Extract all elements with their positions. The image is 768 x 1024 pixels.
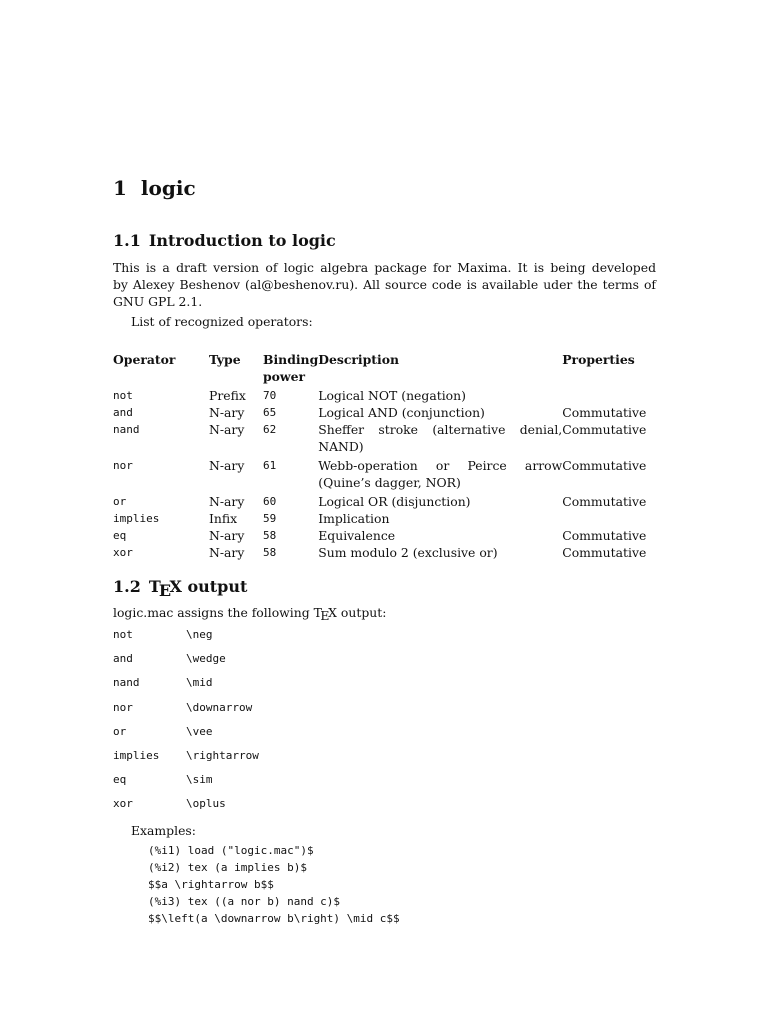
table-row [113, 404, 656, 421]
cell-binding-power: 59 [263, 512, 277, 525]
tex-command: \rightarrow [186, 748, 259, 762]
cell-binding-power: 58 [263, 546, 277, 559]
tex-logo-e: E [158, 580, 172, 600]
table-row [113, 421, 656, 457]
tex-operator: xor [113, 797, 133, 811]
tex-command: \oplus [186, 797, 226, 811]
table-row [113, 387, 656, 404]
cell-properties: Commutative [562, 494, 647, 509]
cell-description: Sum modulo 2 (exclusive or) [318, 545, 498, 560]
cell-type: N-ary [209, 545, 245, 560]
cell-operator: xor [113, 546, 133, 559]
cell-binding-power: 62 [263, 423, 277, 436]
tex-intro-pre: logic.mac assigns the following T [113, 605, 322, 620]
code-line: $$\left(a \downarrow b\right) \mid c$$ [148, 912, 400, 925]
cell-binding-power: 61 [263, 459, 277, 472]
subsection-heading-intro [113, 231, 336, 250]
cell-description: Webb-operation or Peirce arrow (Quine’s dagger, NOR) [318, 458, 563, 490]
code-line: (%i1) load ("logic.mac")$ [148, 844, 314, 857]
tex-operator: not [113, 628, 133, 641]
intro-line: GNU GPL 2.1. [113, 294, 203, 309]
tex-command: \downarrow [186, 700, 253, 714]
cell-type: N-ary [209, 494, 245, 509]
section-number: 1 [113, 176, 127, 200]
subsection-title-rest: X output [169, 577, 248, 596]
tex-command: \mid [186, 676, 213, 690]
header-type: Type [209, 352, 241, 367]
intro-line: This is a draft version of logic algebra package for Maxima. It is being developed [113, 260, 656, 275]
cell-operator: eq [113, 529, 127, 542]
cell-binding-power: 65 [263, 406, 277, 419]
cell-properties [562, 387, 656, 404]
table-header-row [113, 351, 656, 387]
cell-type: N-ary [209, 422, 245, 437]
cell-operator: or [113, 495, 127, 508]
cell-operator: and [113, 406, 133, 419]
cell-type: Prefix [209, 388, 246, 403]
table-row [113, 510, 656, 527]
cell-properties [562, 510, 656, 527]
header-properties: Properties [562, 352, 635, 367]
code-line: (%i3) tex ((a nor b) nand c)$ [148, 895, 341, 908]
cell-operator: nand [113, 423, 140, 436]
cell-operator: not [113, 389, 133, 402]
cell-type: N-ary [209, 405, 245, 420]
table-row [113, 493, 656, 510]
tex-command: \neg [186, 628, 213, 641]
code-line: (%i2) tex (a implies b)$ [148, 861, 307, 874]
cell-description: Logical OR (disjunction) [318, 494, 471, 509]
subsection-number: 1.1 [113, 231, 141, 250]
tex-operator: eq [113, 773, 127, 787]
tex-command: \sim [186, 773, 213, 787]
cell-properties: Commutative [562, 458, 647, 473]
header-operator: Operator [113, 352, 176, 367]
tex-operator: nand [113, 676, 140, 690]
cell-operator: nor [113, 459, 133, 472]
intro-line: by Alexey Beshenov (al@beshenov.ru). All source code is available uder the terms of [113, 277, 656, 292]
cell-binding-power: 70 [263, 389, 277, 402]
cell-properties: Commutative [562, 422, 647, 437]
cell-operator: implies [113, 512, 160, 525]
cell-properties: Commutative [562, 528, 647, 543]
table-row [113, 457, 656, 493]
tex-operator: and [113, 652, 133, 666]
tex-operator: or [113, 724, 127, 738]
cell-description: Implication [318, 511, 390, 526]
tex-command: \wedge [186, 652, 226, 666]
cell-description: Logical NOT (negation) [318, 388, 466, 403]
examples-label: Examples: [131, 823, 196, 838]
examples-code-block [148, 842, 400, 927]
header-description: Description [318, 352, 399, 367]
cell-description: Logical AND (conjunction) [318, 405, 485, 420]
intro-paragraph [113, 259, 656, 310]
tex-command: \vee [186, 724, 213, 738]
cell-type: Infix [209, 511, 238, 526]
table-row [113, 527, 656, 544]
tex-operator: implies [113, 748, 160, 762]
tex-intro-post: X output: [328, 605, 387, 620]
cell-description: Equivalence [318, 528, 396, 543]
cell-properties: Commutative [562, 405, 647, 420]
header-binding-power: Binding power [263, 352, 319, 384]
section-heading [113, 176, 196, 200]
tex-intro-e: E [320, 607, 330, 623]
tex-logo [148, 577, 172, 600]
cell-type: N-ary [209, 528, 245, 543]
cell-description: Sheffer stroke (alternative denial, NAND) [318, 422, 563, 454]
tex-logo-t: T [148, 577, 161, 596]
subsection-number: 1.2 [113, 577, 141, 596]
subsection-title: Introduction to logic [148, 231, 336, 250]
operators-list-intro: List of recognized operators: [131, 314, 313, 329]
table-row [113, 544, 656, 561]
cell-properties: Commutative [562, 545, 647, 560]
tex-operator: nor [113, 700, 133, 714]
cell-binding-power: 58 [263, 529, 277, 542]
tex-intro-paragraph [113, 604, 656, 624]
cell-binding-power: 60 [263, 495, 277, 508]
operators-table [113, 351, 656, 561]
section-title: logic [140, 176, 196, 200]
cell-type: N-ary [209, 458, 245, 473]
code-line: $$a \rightarrow b$$ [148, 878, 274, 891]
subsection-heading-tex-output [113, 577, 247, 600]
